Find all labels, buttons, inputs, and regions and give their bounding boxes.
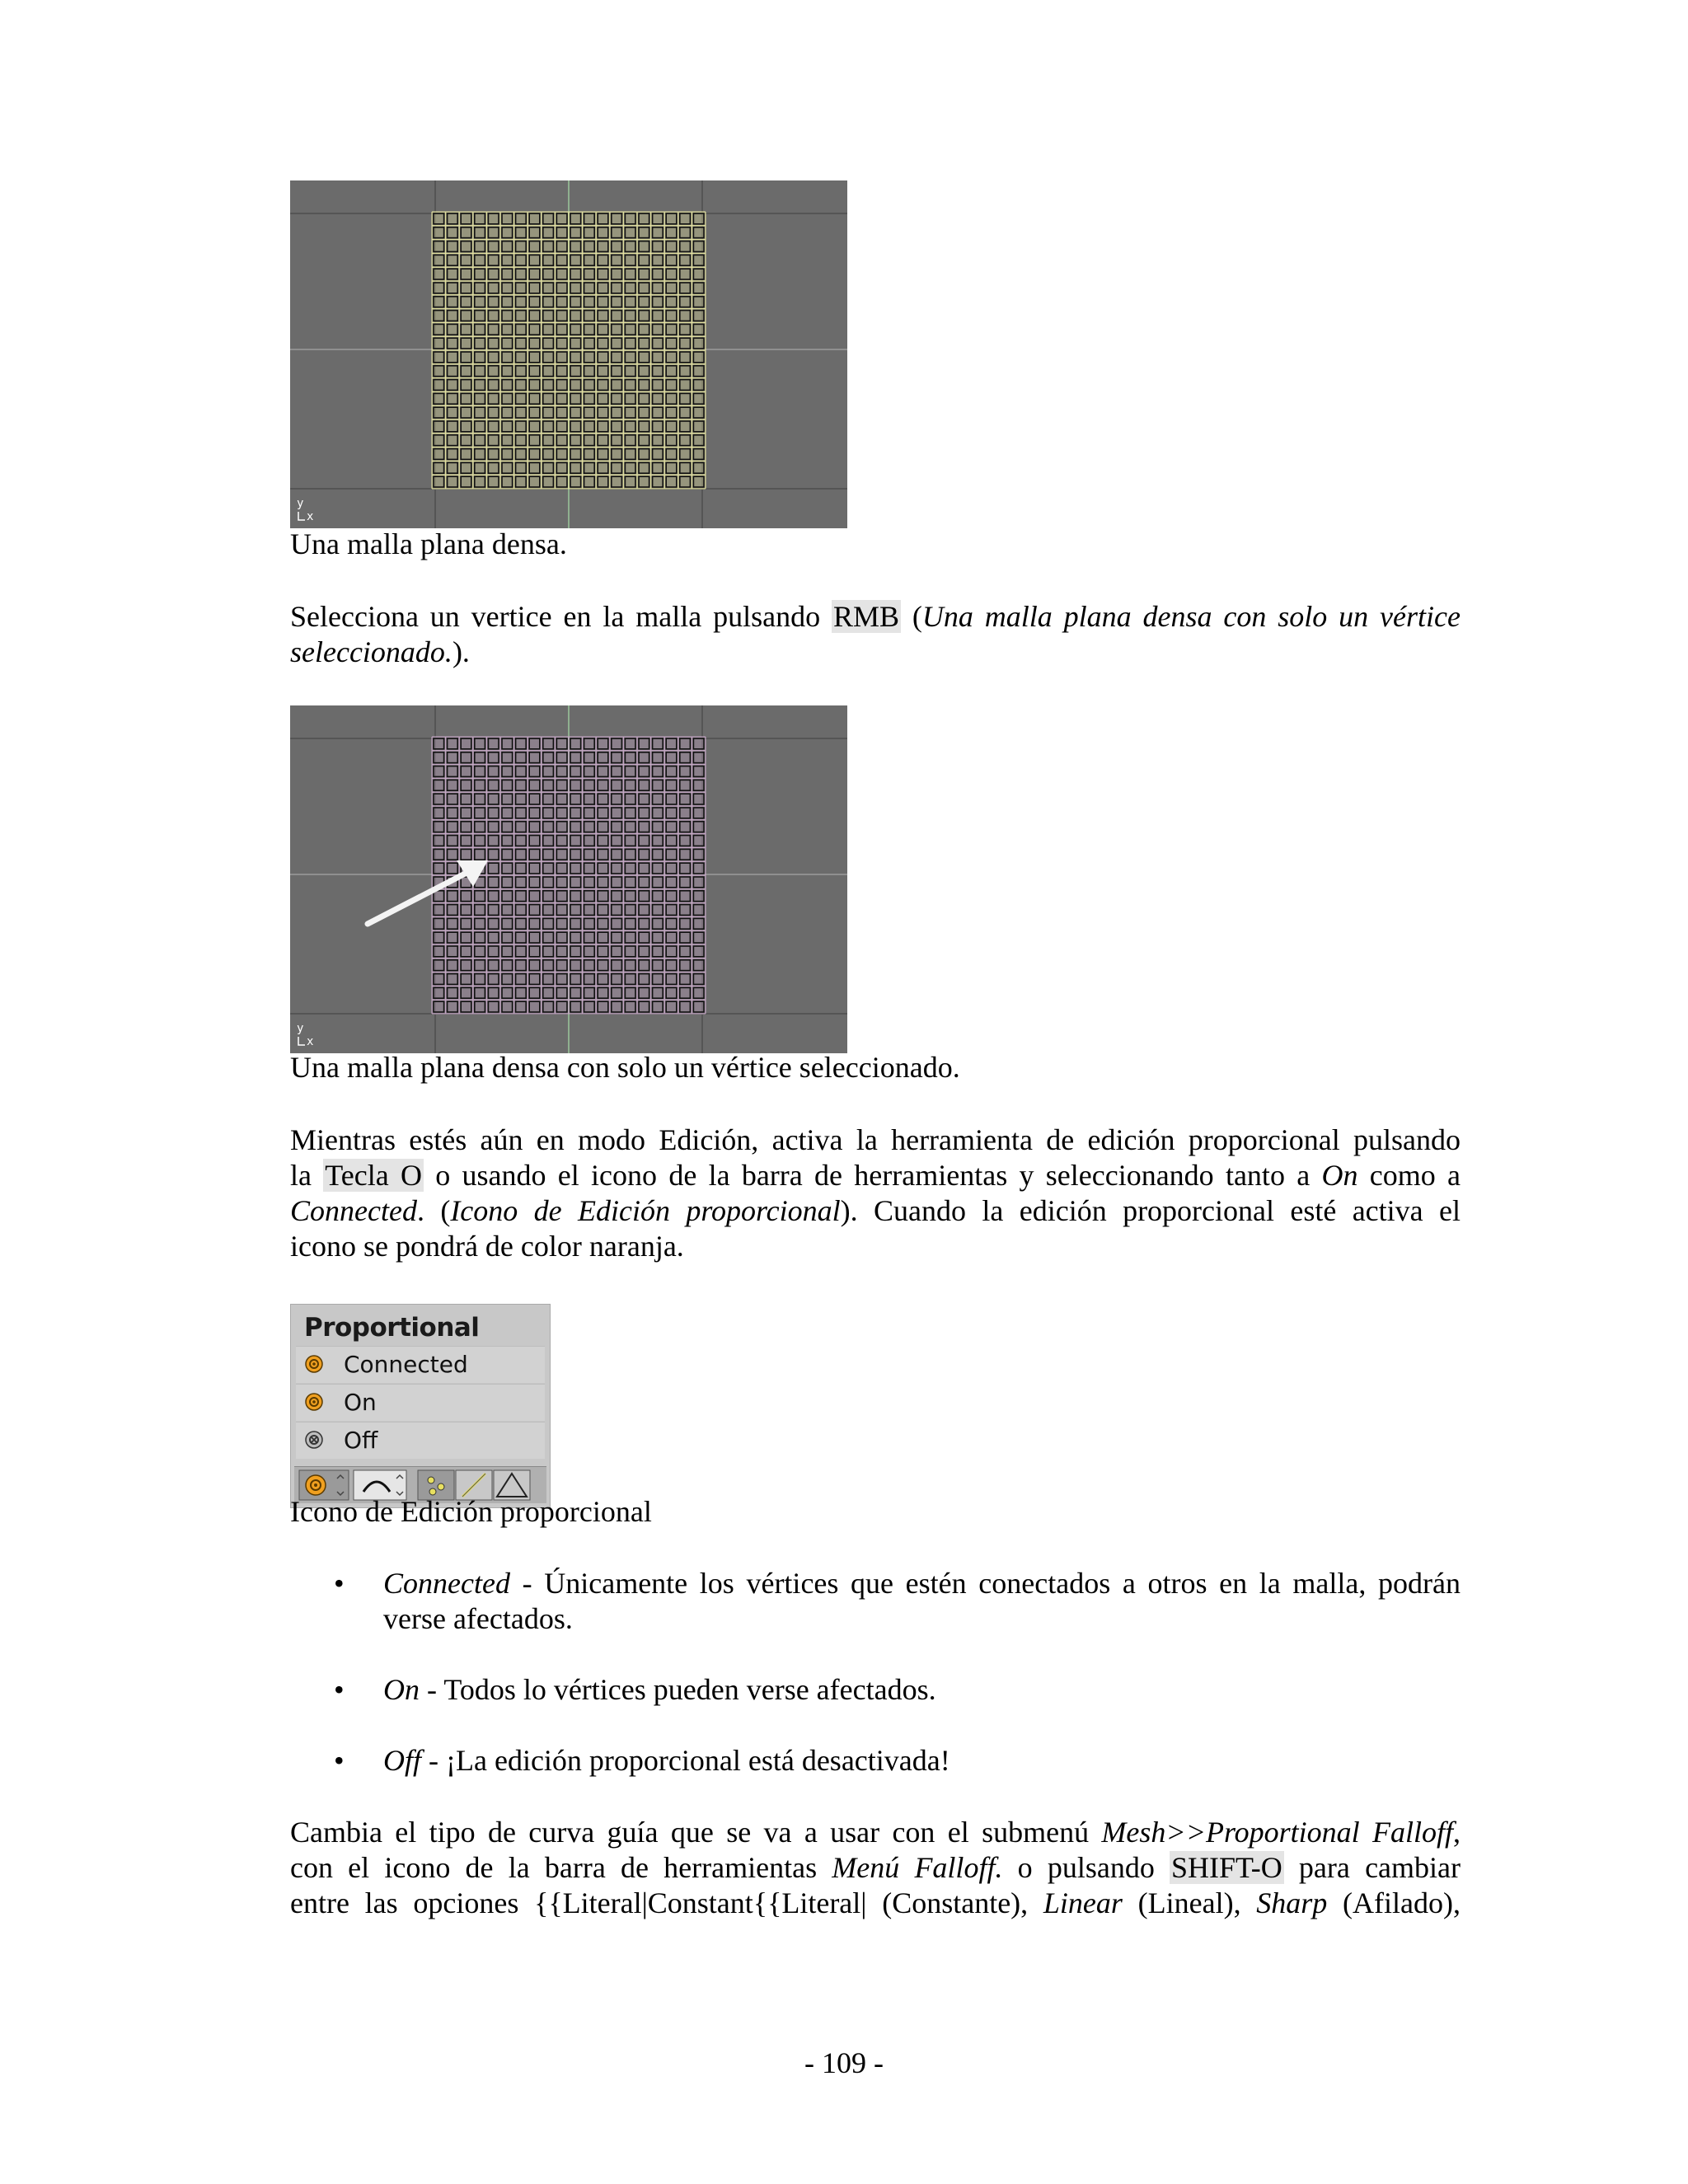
mesh-grid: [432, 212, 706, 489]
menu-item-off[interactable]: [296, 1422, 545, 1459]
bullet-on: On - Todos lo vértices pueden verse afectados.: [383, 1673, 936, 1706]
proportional-toggle-icon: [306, 1475, 326, 1495]
proportional-on-icon: [304, 1354, 324, 1374]
figure-dense-mesh: [290, 180, 847, 528]
paragraph-proportional-edit: Mientras estés aún en modo Edición, activa la herramienta de edición proporcional pulsando la Tecla O o usando el icono de la barra de herramientas y seleccionando tanto a On como a Connected. (Icono de Edición proporcional). Cuando la edición proporcional esté activa el icono se pondrá de color naranja.: [290, 1123, 1461, 1263]
proportional-off-icon: [304, 1430, 324, 1450]
axis-label-x: x: [307, 510, 314, 523]
bullet-marker: •: [334, 1673, 345, 1706]
menu-item-label: On: [344, 1389, 377, 1416]
proportional-on-icon: [304, 1392, 324, 1412]
mesh-viewport-image: [290, 180, 847, 528]
bullet-off: Off - ¡La edición proporcional está desactivada!: [383, 1744, 950, 1777]
bullet-marker: •: [334, 1744, 345, 1777]
axis-label-y: y: [297, 1022, 304, 1035]
axis-label-x: x: [307, 1035, 314, 1048]
menu-item-label: Connected: [344, 1351, 468, 1378]
menu-item-connected[interactable]: [296, 1346, 545, 1383]
key-o: Tecla O: [325, 1159, 422, 1192]
page-number: - 109 -: [804, 2046, 884, 2079]
menu-item-label: Off: [344, 1427, 378, 1454]
key-rmb: RMB: [832, 600, 899, 633]
bullet-marker: •: [334, 1567, 345, 1600]
figure1-caption: Una malla plana densa.: [290, 527, 567, 560]
axis-label-y: y: [297, 497, 304, 510]
figure2-caption: Una malla plana densa con solo un vértice seleccionado.: [290, 1051, 960, 1084]
proportional-menu-title: Proportional: [304, 1313, 480, 1343]
paragraph-select-vertex: Selecciona un vertice en la malla pulsando RMB (Una malla plana densa con solo un vértice seleccionado.).: [290, 600, 1461, 668]
paragraph-falloff: Cambia el tipo de curva guía que se va a usar con el submenú Mesh>>Proportional Falloff, con el icono de la barra de herramientas Menú Falloff. o pulsando SHIFT-O para cambiar entre las opciones {{Literal|Constant{{Literal| (Constante), Linear (Lineal), Sharp (Afilado),: [290, 1816, 1461, 1919]
mesh-viewport-selected-image: [290, 705, 847, 1053]
menu-item-on[interactable]: [296, 1384, 545, 1421]
proportional-menu-screenshot: [290, 1304, 551, 1508]
key-shift-o: SHIFT-O: [1171, 1851, 1282, 1884]
panel-caption: Icono de Edición proporcional: [290, 1495, 652, 1528]
bullet-connected: Connected - Únicamente los vértices que estén conectados a otros en la malla, podrán verse afectados.: [383, 1567, 1461, 1635]
figure-dense-mesh-selected: [290, 705, 847, 1053]
